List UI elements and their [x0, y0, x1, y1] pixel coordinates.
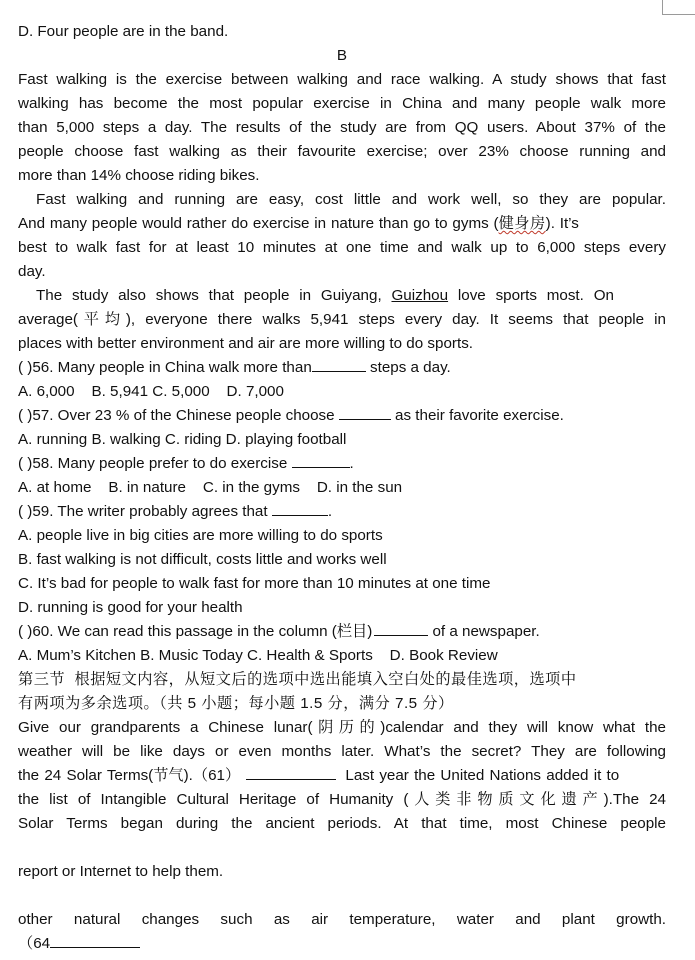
- text-span: ( )59. The writer probably agrees that: [18, 503, 272, 520]
- text-line: other natural changes such as air temperature, water and plant growth.: [18, 911, 666, 928]
- underlined-place: Guizhou: [391, 287, 449, 304]
- instruction-line: 第三节 根据短文内容，从短文后的选项中选出能填入空白处的最佳选项，选项中: [18, 671, 577, 688]
- text-span: And many people would rather do exercise in nature than go to gyms (: [18, 215, 499, 232]
- text-line: best to walk fast for at least 10 minutes at one time and walk up to 6,000 steps every: [18, 239, 666, 256]
- text-line: [18, 212, 666, 236]
- text-span: the 24 Solar Terms(节气).（61）: [18, 767, 241, 784]
- text-span: .: [349, 455, 354, 472]
- text-line: people choose fast walking as their favourite exercise; over 23% choose running and: [18, 143, 666, 160]
- text-line: more than 14% choose riding bikes.: [18, 167, 260, 184]
- question-option: D. running is good for your health: [18, 599, 243, 616]
- text-span: .: [327, 503, 333, 520]
- text-span: The study also shows that people in Guiyang,: [36, 287, 392, 304]
- text-line: weather will be like days or even months later. What’s the secret? They are following: [18, 743, 666, 760]
- question-option: C. It’s bad for people to walk fast for more than 10 minutes at one time: [18, 575, 491, 592]
- section-3-instructions: [18, 668, 666, 716]
- answer-blank-61[interactable]: [246, 765, 336, 780]
- text-line: [18, 836, 666, 860]
- text-line: Fast walking is the exercise between walking and race walking. A study shows that fast: [18, 71, 666, 88]
- answer-blank[interactable]: [312, 357, 366, 372]
- answer-blank[interactable]: [272, 501, 328, 516]
- question-59: [18, 500, 666, 620]
- answer-blank-64[interactable]: [50, 933, 140, 948]
- passage-paragraph-1: [18, 68, 666, 188]
- question-option: A. people live in big cities are more willing to do sports: [18, 527, 383, 544]
- question-options: A. running B. walking C. riding D. playing football: [18, 431, 347, 448]
- text-line: walking has become the most popular exercise in China and many people walk more: [18, 95, 666, 112]
- text-line: Give our grandparents a Chinese lunar(阴历的)calendar and they will know what the: [18, 719, 666, 736]
- question-options: A. Mum’s Kitchen B. Music Today C. Health & Sports D. Book Review: [18, 647, 498, 664]
- text-span: of a newspaper.: [428, 623, 540, 640]
- answer-blank[interactable]: [339, 405, 391, 420]
- text-span: ( )58. Many people prefer to do exercise: [18, 455, 292, 472]
- option-line: D. Four people are in the band.: [18, 23, 229, 40]
- question-57: [18, 404, 666, 452]
- text-line: [18, 932, 666, 956]
- passage-paragraph-4: [18, 716, 666, 956]
- section-heading: B: [336, 47, 348, 64]
- text-span: ( )56. Many people in China walk more than: [18, 359, 312, 376]
- text-span: ( )60. We can read this passage in the column (栏目): [18, 623, 373, 640]
- worksheet-page: [18, 20, 666, 956]
- question-option: B. fast walking is not difficult, costs little and works well: [18, 551, 387, 568]
- text-span: steps a day.: [365, 359, 451, 376]
- text-line: places with better environment and air are more willing to do sports.: [18, 335, 474, 352]
- text-span: love sports most. On: [448, 287, 614, 304]
- text-line: [18, 764, 666, 788]
- question-58: [18, 452, 666, 500]
- text-span: ). It’s: [545, 215, 579, 232]
- question-stem: [18, 356, 666, 380]
- text-line: Fast walking and running are easy, cost little and work well, so they are popular.: [36, 191, 666, 208]
- answer-blank[interactable]: [374, 621, 428, 636]
- text-span: ( )57. Over 23 % of the Chinese people choose: [18, 407, 339, 424]
- text-span: （64: [18, 935, 51, 952]
- text-line: [18, 284, 666, 308]
- passage-paragraph-3: [18, 284, 666, 356]
- question-stem: [18, 500, 666, 524]
- text-line: than 5,000 steps a day. The results of the study are from QQ users. About 37% of the: [18, 119, 666, 136]
- question-56: [18, 356, 666, 404]
- text-span: Last year the United Nations added it to: [340, 767, 620, 784]
- text-line: day.: [18, 263, 46, 280]
- passage-paragraph-2: [18, 188, 666, 284]
- text-line: the list of Intangible Cultural Heritage of Humanity (人类非物质文化遗产).The 24: [18, 791, 666, 808]
- text-span: as their favorite exercise.: [390, 407, 564, 424]
- question-options: A. at home B. in nature C. in the gyms D. in the sun: [18, 479, 403, 496]
- question-60: [18, 620, 666, 668]
- text-line: report or Internet to help them.: [18, 863, 224, 880]
- text-line: [18, 884, 666, 908]
- page-corner-mark: [662, 0, 695, 15]
- gym-chinese-term: 健身房: [498, 215, 546, 232]
- text-line: Solar Terms began during the ancient periods. At that time, most Chinese people: [18, 815, 666, 832]
- question-stem: [18, 620, 666, 644]
- question-stem: [18, 404, 666, 428]
- question-stem: [18, 452, 666, 476]
- text-line: average(平均), everyone there walks 5,941 steps every day. It seems that people in: [18, 311, 666, 328]
- instruction-line: 有两项为多余选项。（共 5 小题；每小题 1.5 分，满分 7.5 分）: [18, 695, 454, 712]
- question-options: A. 6,000 B. 5,941 C. 5,000 D. 7,000: [18, 383, 284, 400]
- answer-blank[interactable]: [292, 453, 350, 468]
